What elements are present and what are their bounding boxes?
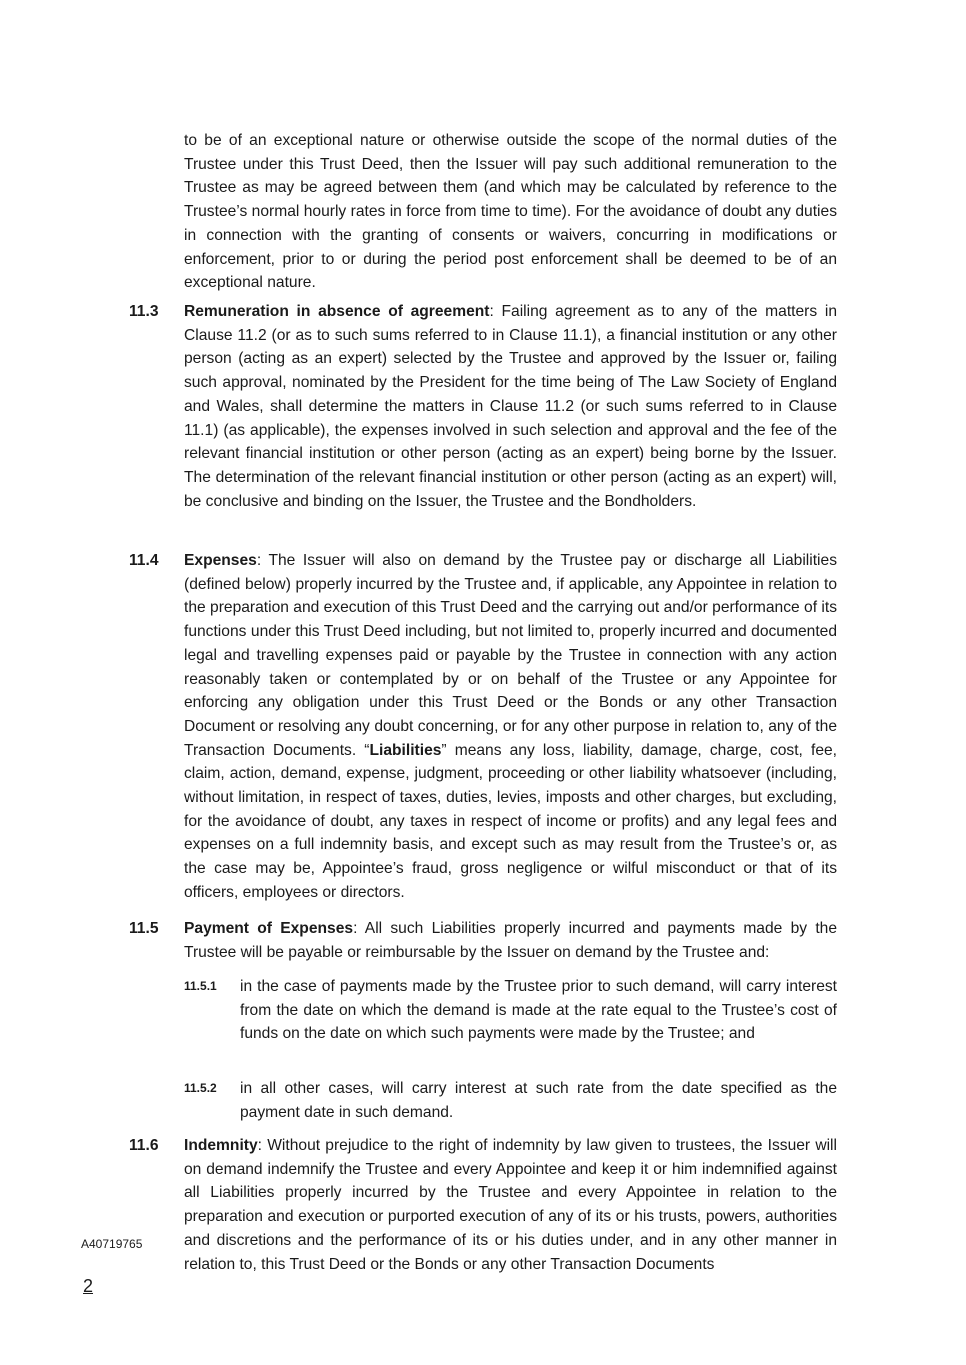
clause-heading: Remuneration in absence of agreement (184, 303, 490, 320)
clause-number-11-6: 11.6 (129, 1137, 159, 1154)
clause-text: : The Issuer will also on demand by the Trustee pay or discharge all Liabilities (defined below) properly incurred by the Trustee and, if applicable, any Appointee in relation to the preparation and execution of this Trust Deed and the carrying out and/or performance of its functions under this Trust Deed including, but not limited to, properly incurred and documented legal and travelling expenses paid or payable by the Trustee in connection with any action reasonably taken or contemplated by or on behalf of the Trustee or any Appointee for enforcing any obligation under this Trust Deed or the Bonds or any other Transaction Document or resolving any doubt concerning, or for any other purpose in relation to, any of the Transaction Documents. “ (184, 552, 837, 759)
defined-term-liabilities: Liabilities (369, 741, 442, 759)
clause-heading: Expenses (184, 552, 257, 569)
clause-text: : Failing agreement as to any of the matters in Clause 11.2 (or as to such sums referred to in Clause 11.1), a financial institution or any other person (acting as an expert) selected by the Trustee and approved by the Issuer or, failing such approval, nominated by the President for the time being of The Law Society of England and Wales, shall determine the matters in Clause 11.2 (or such sums referred to in Clause 11.1) (as applicable), the expenses involved in such selection and approval and the fee of the relevant financial institution or other person (acting as an expert) being borne by the Issuer. The determination of the relevant financial institution or other person (acting as an expert) will, be conclusive and binding on the Issuer, the Trustee and the Bondholders. (184, 303, 837, 510)
subclause-number-11-5-2: 11.5.2 (184, 1081, 217, 1095)
subclause-11-5-1: in the case of payments made by the Trustee prior to such demand, will carry interest from the date on which the demand is made at the rate equal to the Trustee’s cost of funds on the date on which such payments were made by the Trustee; and (240, 978, 837, 1043)
clause-11-3 (184, 300, 837, 513)
clause-11-5 (184, 917, 837, 964)
clause-number-11-4: 11.4 (129, 552, 159, 569)
clause-text-continued: ” means any loss, liability, damage, charge, cost, fee, claim, action, demand, expense, judgment, proceeding or other liability whatsoever (including, without limitation, in respect of taxes, duties, levies, imposts and other charges, but excluding, for the avoidance of doubt, any taxes in respect of income or profits) and any legal fees and expenses on a full indemnity basis, and except such as may result from the Trustee’s or, as the case may be, Appointee’s fraud, gross negligence or wilful misconduct or that of its officers, employees or directors. (184, 741, 837, 901)
clause-11-4 (184, 549, 837, 905)
clause-11-6 (184, 1134, 837, 1276)
subclause-number-11-5-1: 11.5.1 (184, 979, 217, 993)
clause-heading: Indemnity (184, 1137, 258, 1154)
continuation-text: to be of an exceptional nature or otherwise outside the scope of the normal duties of the Trustee under this Trust Deed, then the Issuer will pay such additional remuneration to the Trustee as may be agreed between them (and which may be calculated by reference to the Trustee’s normal hourly rates in force from time to time). For the avoidance of doubt any duties in connection with the granting of consents or waivers, concurring in modifications or enforcement, prior to or during the period post enforcement shall be deemed to be of an exceptional nature. (184, 132, 837, 292)
subclause-11-5-2: in all other cases, will carry interest at such rate from the date specified as the payment date in such demand. (240, 1080, 837, 1121)
clause-number-11-3: 11.3 (129, 303, 159, 320)
clause-text: : Without prejudice to the right of indemnity by law given to trustees, the Issuer will on demand indemnify the Trustee and every Appointee and keep it or him indemnified against all Liabilities properly incurred by the Trustee and every Appointee in relation to the preparation and execution or purported execution of any of its or his trusts, powers, authorities and discretions and the performance of its or his duties under, and in any other manner in relation to, this Trust Deed or the Bonds or any other Transaction Documents (184, 1137, 837, 1273)
page-number: 2 (83, 1276, 94, 1296)
document-reference: A40719765 (81, 1237, 143, 1251)
clause-number-11-5: 11.5 (129, 920, 159, 937)
continuation-paragraph (184, 129, 837, 295)
clause-heading: Payment of Expenses (184, 920, 354, 937)
clause-text: : All such Liabilities properly incurred and payments made by the Trustee will be payable or reimbursable by the Issuer on demand by the Trustee and: (184, 920, 837, 961)
